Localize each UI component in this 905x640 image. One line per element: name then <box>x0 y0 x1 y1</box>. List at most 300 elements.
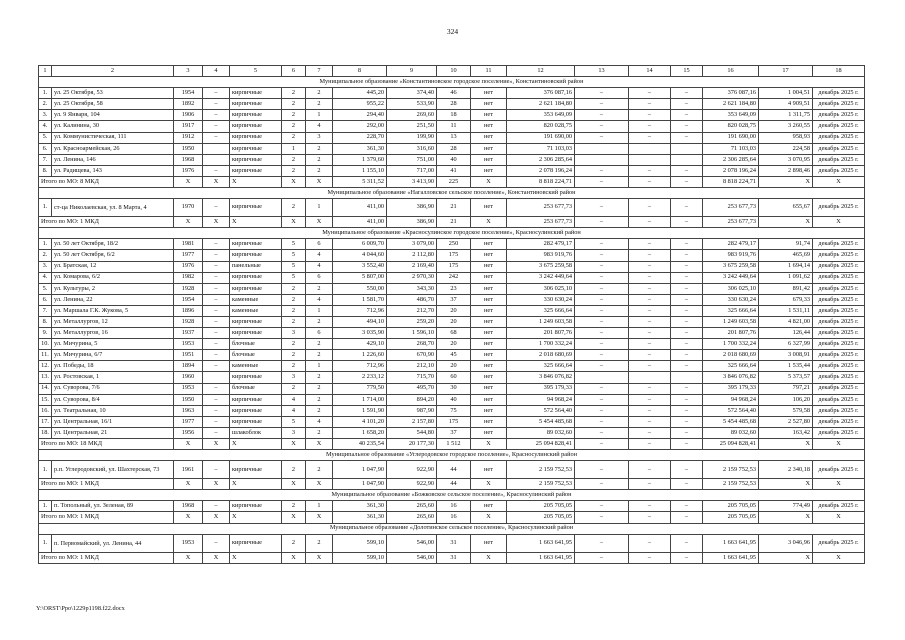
table-cell: нет <box>471 316 507 327</box>
table-cell: нет <box>471 405 507 416</box>
table-cell: – <box>629 199 671 217</box>
table-cell: кирпичные <box>230 534 282 552</box>
table-cell: 316,60 <box>387 143 437 154</box>
table-cell: X <box>203 512 230 523</box>
table-cell: 445,20 <box>333 88 387 99</box>
table-cell: 1 <box>282 143 306 154</box>
table-cell: – <box>203 383 230 394</box>
table-cell: – <box>671 328 703 339</box>
table-cell: – <box>671 316 703 327</box>
section-title: Муниципальное образование «Углеродовское городское поселение», Красносулинский район <box>39 450 865 461</box>
table-cell: 1 379,60 <box>333 154 387 165</box>
table-cell: 224,58 <box>759 143 813 154</box>
table-cell: – <box>575 512 629 523</box>
table-cell: 1. <box>39 199 52 217</box>
table-cell: 374,40 <box>387 88 437 99</box>
table-cell: 1928 <box>174 283 203 294</box>
table-cell: 6 327,99 <box>759 339 813 350</box>
table-cell: 2 <box>282 294 306 305</box>
table-cell: 2 <box>282 88 306 99</box>
table-cell: 2 <box>282 283 306 294</box>
table-cell: – <box>575 479 629 490</box>
table-cell: 544,80 <box>387 427 437 438</box>
table-cell: 411,00 <box>333 217 387 228</box>
table-cell: – <box>671 239 703 250</box>
table-cell: 1917 <box>174 121 203 132</box>
table-cell: 1. <box>39 461 52 479</box>
table-cell: 2 233,12 <box>333 372 387 383</box>
table-cell: 1 531,11 <box>759 305 813 316</box>
table-cell: 465,69 <box>759 250 813 261</box>
table-cell: 4 909,51 <box>759 99 813 110</box>
table-cell: 386,90 <box>387 217 437 228</box>
table-cell: 4 <box>306 261 333 272</box>
table-cell: – <box>203 461 230 479</box>
table-cell: каменные <box>230 361 282 372</box>
table-cell: – <box>629 99 671 110</box>
table-cell: декабрь 2025 г. <box>813 88 865 99</box>
table-cell: 4 101,20 <box>333 416 387 427</box>
table-cell: 23 <box>437 283 471 294</box>
table-cell: 330 630,24 <box>507 294 575 305</box>
table-cell: X <box>471 176 507 187</box>
table-cell: 2 <box>282 339 306 350</box>
table-cell: 28 <box>437 99 471 110</box>
table-cell: 2 <box>306 316 333 327</box>
table-cell: 1 581,70 <box>333 294 387 305</box>
table-cell: – <box>575 88 629 99</box>
table-cell: 8 818 224,71 <box>703 176 759 187</box>
table-cell: X <box>282 479 306 490</box>
table-cell: 1. <box>39 88 52 99</box>
table-cell: 106,20 <box>759 394 813 405</box>
table-cell: 25 094 828,41 <box>703 439 759 450</box>
table-cell: 89 032,60 <box>507 427 575 438</box>
table-cell: 18 <box>437 110 471 121</box>
table-cell: X <box>282 552 306 563</box>
table-cell: 4. <box>39 272 52 283</box>
table-cell: ул. Красноармейская, 26 <box>52 143 174 154</box>
table-cell: 1 663 641,95 <box>703 534 759 552</box>
table-cell: декабрь 2025 г. <box>813 405 865 416</box>
table-cell: нет <box>471 283 507 294</box>
table-cell: 894,20 <box>387 394 437 405</box>
table-cell: 11 <box>437 121 471 132</box>
table-row <box>39 328 865 339</box>
table-cell: нет <box>471 394 507 405</box>
table-cell: 2 <box>306 534 333 552</box>
table-cell: – <box>575 217 629 228</box>
table-cell: 13 <box>437 132 471 143</box>
table-cell: ул. Центральная, 16/1 <box>52 416 174 427</box>
table-cell: – <box>629 176 671 187</box>
table-cell: 5 454 485,68 <box>507 416 575 427</box>
table-cell: – <box>671 294 703 305</box>
table-cell: 68 <box>437 328 471 339</box>
table-cell: нет <box>471 250 507 261</box>
table-cell: нет <box>471 305 507 316</box>
table-cell: блочные <box>230 350 282 361</box>
table-row <box>39 316 865 327</box>
table-cell: – <box>671 261 703 272</box>
total-label: Итого по МО: 1 МКД <box>39 552 174 563</box>
table-cell: декабрь 2025 г. <box>813 372 865 383</box>
table-cell: – <box>671 383 703 394</box>
table-cell: кирпичные <box>230 283 282 294</box>
table-cell: 2 621 184,80 <box>703 99 759 110</box>
table-cell: X <box>306 479 333 490</box>
table-cell: 17. <box>39 416 52 427</box>
table-cell: – <box>671 439 703 450</box>
table-cell: 1976 <box>174 261 203 272</box>
table-cell: 40 <box>437 154 471 165</box>
table-cell: кирпичные <box>230 154 282 165</box>
table-cell: 2 340,18 <box>759 461 813 479</box>
table-cell: 3 675 259,58 <box>703 261 759 272</box>
table-cell: – <box>629 305 671 316</box>
table-cell: 2 <box>282 350 306 361</box>
table-row <box>39 272 865 283</box>
table-cell: 1 <box>306 501 333 512</box>
table-cell: 2 <box>282 165 306 176</box>
table-cell: – <box>671 88 703 99</box>
table-cell: декабрь 2025 г. <box>813 501 865 512</box>
table-cell: 16 <box>437 512 471 523</box>
table-cell: нет <box>471 328 507 339</box>
column-number: 1 <box>39 66 52 77</box>
table-cell: 2 159 752,53 <box>507 461 575 479</box>
table-cell: – <box>575 394 629 405</box>
table-cell: 2 527,80 <box>759 416 813 427</box>
table-cell: 3 070,95 <box>759 154 813 165</box>
table-cell: кирпичные <box>230 501 282 512</box>
table-cell: 191 690,00 <box>507 132 575 143</box>
table-cell: 6. <box>39 143 52 154</box>
table-cell: 1 700 332,24 <box>507 339 575 350</box>
table-cell: 797,21 <box>759 383 813 394</box>
table-cell: – <box>203 305 230 316</box>
table-cell: ул. Театральная, 10 <box>52 405 174 416</box>
table-cell: 712,96 <box>333 305 387 316</box>
table-cell: 1 <box>306 361 333 372</box>
table-row <box>39 165 865 176</box>
table-cell: X <box>203 176 230 187</box>
table-cell: 5 <box>282 250 306 261</box>
table-cell: п. Первомайский, ул. Ленина, 44 <box>52 534 174 552</box>
table-cell: 4. <box>39 121 52 132</box>
table-cell: каменные <box>230 294 282 305</box>
table-cell: 4 <box>306 416 333 427</box>
table-cell: 175 <box>437 261 471 272</box>
table-cell: 10. <box>39 339 52 350</box>
table-cell: 3 <box>306 132 333 143</box>
table-cell: – <box>629 239 671 250</box>
table-cell: 75 <box>437 405 471 416</box>
table-cell: – <box>575 461 629 479</box>
table-cell: 1 591,90 <box>333 405 387 416</box>
section-title: Муниципальное образование «Божковское сельское поселение», Красносулинский район <box>39 490 865 501</box>
table-cell: 89 032,60 <box>703 427 759 438</box>
table-cell: – <box>575 350 629 361</box>
table-cell: декабрь 2025 г. <box>813 383 865 394</box>
table-cell: – <box>629 501 671 512</box>
table-row <box>39 294 865 305</box>
table-cell: декабрь 2025 г. <box>813 250 865 261</box>
table-cell: 2 <box>306 143 333 154</box>
table-cell: 25 094 828,41 <box>507 439 575 450</box>
table-cell: 2 <box>282 361 306 372</box>
table-cell: 3 242 449,64 <box>703 272 759 283</box>
table-row <box>39 88 865 99</box>
table-cell: 1981 <box>174 239 203 250</box>
table-cell: ул. Культуры, 2 <box>52 283 174 294</box>
table-cell: – <box>629 261 671 272</box>
table-cell: 2 <box>282 154 306 165</box>
table-cell: 376 087,16 <box>703 88 759 99</box>
table-cell: 4 <box>306 250 333 261</box>
table-cell: кирпичные <box>230 99 282 110</box>
table-cell: 774,49 <box>759 501 813 512</box>
table-cell: нет <box>471 350 507 361</box>
table-cell: кирпичные <box>230 121 282 132</box>
table-row <box>39 283 865 294</box>
column-number: 14 <box>629 66 671 77</box>
table-cell: 46 <box>437 88 471 99</box>
table-cell: 1 047,90 <box>333 461 387 479</box>
table-cell: 15. <box>39 394 52 405</box>
table-cell: – <box>203 534 230 552</box>
table-cell: 11. <box>39 350 52 361</box>
table-cell: – <box>629 405 671 416</box>
table-cell: – <box>629 328 671 339</box>
table-cell: 572 564,40 <box>507 405 575 416</box>
column-number: 17 <box>759 66 813 77</box>
table-cell: 6 <box>306 272 333 283</box>
table-cell: 429,10 <box>333 339 387 350</box>
table-cell: – <box>575 552 629 563</box>
table-cell: 37 <box>437 427 471 438</box>
table-cell: – <box>629 552 671 563</box>
table-cell <box>629 154 671 165</box>
table-cell: 361,30 <box>333 512 387 523</box>
table-cell: декабрь 2025 г. <box>813 316 865 327</box>
table-cell: ул. Центральная, 21 <box>52 427 174 438</box>
table-cell: 282 479,17 <box>703 239 759 250</box>
table-cell: – <box>575 261 629 272</box>
table-cell: декабрь 2025 г. <box>813 165 865 176</box>
table-cell: 8. <box>39 165 52 176</box>
table-cell: 1951 <box>174 350 203 361</box>
table-cell: 572 564,40 <box>703 405 759 416</box>
column-number: 11 <box>471 66 507 77</box>
table-cell: – <box>203 405 230 416</box>
table-cell: – <box>629 339 671 350</box>
table-cell: 325 666,64 <box>703 361 759 372</box>
table-cell: 325 666,64 <box>703 305 759 316</box>
table-cell: декабрь 2025 г. <box>813 261 865 272</box>
column-number: 12 <box>507 66 575 77</box>
table-cell: 494,10 <box>333 316 387 327</box>
table-cell: X <box>282 176 306 187</box>
table-cell: X <box>306 176 333 187</box>
table-cell: 3 046,96 <box>759 534 813 552</box>
table-cell: кирпичные <box>230 316 282 327</box>
table-cell: 2. <box>39 99 52 110</box>
table-cell: 1 004,51 <box>759 88 813 99</box>
table-cell: 2 <box>282 316 306 327</box>
column-number: 16 <box>703 66 759 77</box>
table-cell: 3 260,55 <box>759 121 813 132</box>
table-cell: ул. Коммунистическая, 111 <box>52 132 174 143</box>
table-cell: – <box>575 305 629 316</box>
table-cell: 983 919,76 <box>507 250 575 261</box>
table-cell: – <box>203 501 230 512</box>
table-cell: 1 <box>306 305 333 316</box>
table-cell: нет <box>471 416 507 427</box>
table-cell: – <box>203 416 230 427</box>
table-cell: 175 <box>437 250 471 261</box>
table-cell: 1 714,00 <box>333 394 387 405</box>
table-cell: – <box>575 239 629 250</box>
table-cell: нет <box>471 461 507 479</box>
table-cell: 37 <box>437 294 471 305</box>
table-cell: 71 103,03 <box>703 143 759 154</box>
table-row <box>39 132 865 143</box>
table-cell: 715,70 <box>387 372 437 383</box>
table-cell: 201 807,76 <box>507 328 575 339</box>
table-cell: X <box>471 512 507 523</box>
section-title: Муниципальное образование «Нагалловское сельское поселение», Константиновский район <box>39 188 865 199</box>
table-cell: X <box>813 552 865 563</box>
table-cell: 3 035,90 <box>333 328 387 339</box>
table-cell: 40 235,54 <box>333 439 387 450</box>
table-cell: 2 <box>282 305 306 316</box>
table-cell: – <box>575 361 629 372</box>
table-cell: кирпичные <box>230 394 282 405</box>
table-cell: 44 <box>437 461 471 479</box>
table-cell <box>203 143 230 154</box>
table-cell: X <box>306 512 333 523</box>
table-cell: 779,50 <box>333 383 387 394</box>
table-cell: ул. 9 Января, 104 <box>52 110 174 121</box>
table-cell: декабрь 2025 г. <box>813 121 865 132</box>
table-cell: – <box>203 361 230 372</box>
table-cell: 2 <box>282 199 306 217</box>
table-cell: 1 596,10 <box>387 328 437 339</box>
section-title: Муниципальное образование «Константиновское городское поселение», Константиновский район <box>39 77 865 88</box>
table-cell: X <box>174 552 203 563</box>
table-cell: ул. 50 лет Октября, 18/2 <box>52 239 174 250</box>
table-cell: ул. Мичурина, 5 <box>52 339 174 350</box>
table-cell: X <box>813 439 865 450</box>
table-cell: 292,00 <box>333 121 387 132</box>
table-cell: декабрь 2025 г. <box>813 416 865 427</box>
table-cell: 3 675 259,58 <box>507 261 575 272</box>
table-cell: кирпичные <box>230 372 282 383</box>
table-cell: X <box>813 512 865 523</box>
table-cell: 1968 <box>174 501 203 512</box>
table-cell: – <box>575 121 629 132</box>
table-cell: 20 <box>437 305 471 316</box>
table-cell: 71 103,03 <box>507 143 575 154</box>
table-cell: кирпичные <box>230 239 282 250</box>
column-number: 18 <box>813 66 865 77</box>
table-cell: – <box>575 110 629 121</box>
table-cell: нет <box>471 121 507 132</box>
table-cell: 5. <box>39 283 52 294</box>
table-cell: нет <box>471 110 507 121</box>
table-cell: ул. Мичурина, 6/7 <box>52 350 174 361</box>
table-cell: 40 <box>437 394 471 405</box>
table-cell: 712,96 <box>333 361 387 372</box>
column-number: 3 <box>174 66 203 77</box>
table-cell: ул. Суворова, 7/6 <box>52 383 174 394</box>
column-number: 8 <box>333 66 387 77</box>
table-cell: 175 <box>437 416 471 427</box>
table-cell: 9. <box>39 328 52 339</box>
table-cell: 5 <box>282 272 306 283</box>
table-cell: 251,50 <box>387 121 437 132</box>
table-cell: 31 <box>437 534 471 552</box>
table-cell: 2 <box>306 405 333 416</box>
table-cell: – <box>575 132 629 143</box>
table-cell: X <box>230 176 282 187</box>
table-cell <box>575 143 629 154</box>
table-cell: – <box>203 427 230 438</box>
table-cell: 2 <box>306 372 333 383</box>
table-cell: 2 <box>306 427 333 438</box>
table-cell: 5 <box>282 239 306 250</box>
table-cell: 4 044,60 <box>333 250 387 261</box>
table-cell: – <box>671 217 703 228</box>
table-cell: 386,90 <box>387 199 437 217</box>
table-cell: 2 <box>282 121 306 132</box>
table-cell: X <box>203 439 230 450</box>
table-cell: 579,58 <box>759 405 813 416</box>
table-cell: 1 658,20 <box>333 427 387 438</box>
table-cell: 599,10 <box>333 534 387 552</box>
table-cell: – <box>575 416 629 427</box>
table-cell: X <box>759 176 813 187</box>
table-cell: ул. Металлургов, 12 <box>52 316 174 327</box>
table-cell: 395 179,33 <box>507 383 575 394</box>
table-cell: – <box>203 272 230 283</box>
total-row <box>39 552 865 563</box>
table-cell <box>575 154 629 165</box>
table-cell: шлакоблок <box>230 427 282 438</box>
table-cell: ул. Ленина, 22 <box>52 294 174 305</box>
table-cell: 1977 <box>174 250 203 261</box>
table-cell: 1970 <box>174 199 203 217</box>
table-row <box>39 250 865 261</box>
table-cell: X <box>230 479 282 490</box>
column-number: 2 <box>52 66 174 77</box>
table-cell: 1 091,62 <box>759 272 813 283</box>
table-cell: нет <box>471 361 507 372</box>
table-cell: 3 846 076,82 <box>703 372 759 383</box>
table-cell: 679,33 <box>759 294 813 305</box>
table-cell: декабрь 2025 г. <box>813 283 865 294</box>
table-cell: 253 677,73 <box>507 199 575 217</box>
table-cell: – <box>575 176 629 187</box>
table-cell: – <box>629 88 671 99</box>
table-row <box>39 361 865 372</box>
register-table <box>38 65 865 564</box>
table-cell: – <box>629 512 671 523</box>
table-cell: 265,60 <box>387 501 437 512</box>
table-cell: 191 690,00 <box>703 132 759 143</box>
table-cell: – <box>671 479 703 490</box>
